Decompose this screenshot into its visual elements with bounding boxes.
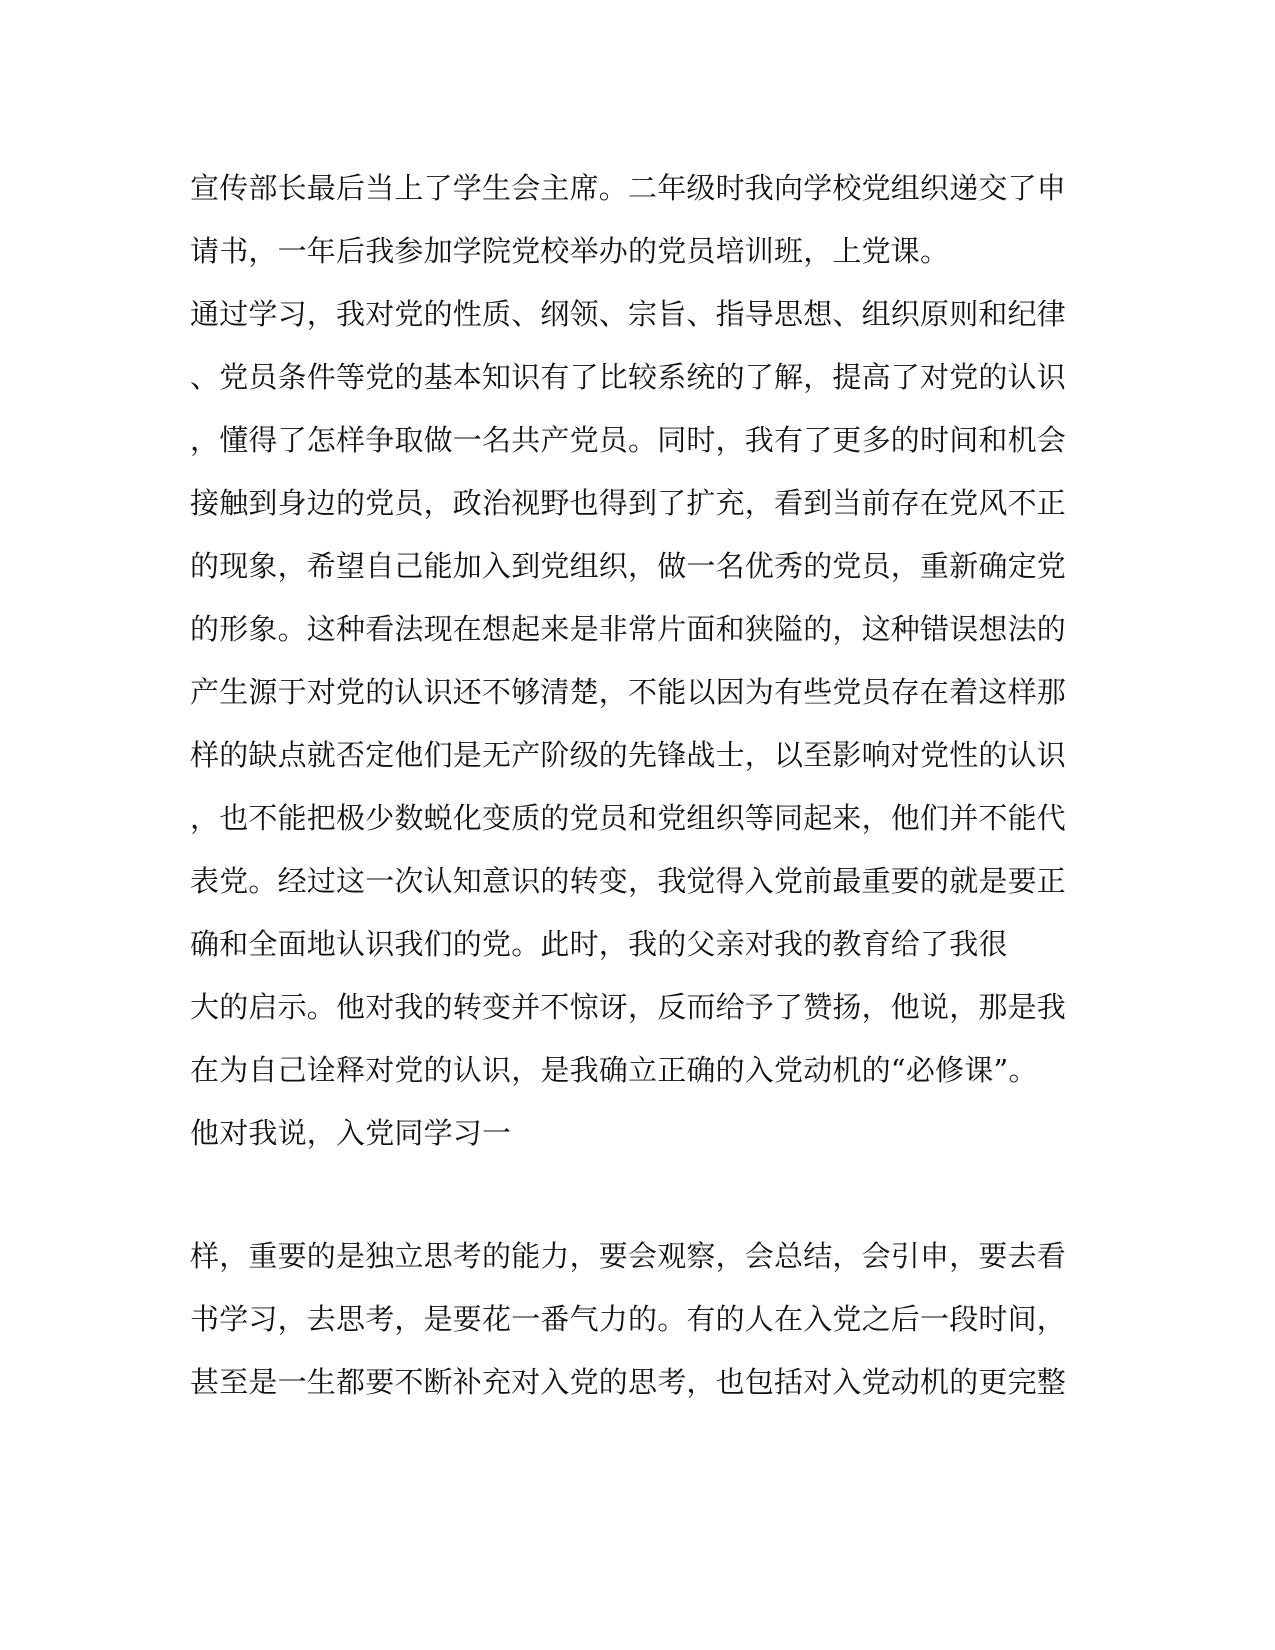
text-line: ，懂得了怎样争取做一名共产党员。同时，我有了更多的时间和机会 [190, 423, 1067, 457]
text-line: 样的缺点就否定他们是无产阶级的先锋战士，以至影响对党性的认识 [190, 738, 1067, 772]
text-line: 大的启示。他对我的转变并不惊讶，反而给予了赞扬，他说，那是我 [190, 990, 1067, 1024]
text-line: 表党。经过这一次认知意识的转变，我觉得入党前最重要的就是要正 [190, 864, 1067, 898]
text-line: 接触到身边的党员，政治视野也得到了扩充，看到当前存在党风不正 [190, 486, 1067, 520]
text-line: 产生源于对党的认识还不够清楚，不能以因为有些党员存在着这样那 [190, 675, 1067, 709]
text-line: 的形象。这种看法现在想起来是非常片面和狭隘的，这种错误想法的 [190, 612, 1067, 646]
text-line: 宣传部长最后当上了学生会主席。二年级时我向学校党组织递交了申 [190, 171, 1067, 205]
text-line: 、党员条件等党的基本知识有了比较系统的了解，提高了对党的认识 [190, 360, 1067, 394]
text-line: 请书，一年后我参加学院党校举办的党员培训班，上党课。 [190, 234, 950, 268]
text-line: 在为自己诠释对党的认识，是我确立正确的入党动机的“必修课”。 [190, 1053, 1038, 1087]
text-line: ，也不能把极少数蜕化变质的党员和党组织等同起来，他们并不能代 [190, 801, 1067, 835]
text-line: 确和全面地认识我们的党。此时，我的父亲对我的教育给了我很 [190, 927, 1008, 961]
text-line: 通过学习，我对党的性质、纲领、宗旨、指导思想、组织原则和纪律 [190, 297, 1067, 331]
text-line: 他对我说，入党同学习一 [190, 1116, 512, 1150]
text-line: 样，重要的是独立思考的能力，要会观察，会总结，会引申，要去看 [190, 1239, 1067, 1273]
text-line: 的现象，希望自己能加入到党组织，做一名优秀的党员，重新确定党 [190, 549, 1067, 583]
text-line: 甚至是一生都要不断补充对入党的思考，也包括对入党动机的更完整 [190, 1365, 1067, 1399]
text-line: 书学习，去思考，是要花一番气力的。有的人在入党之后一段时间， [190, 1302, 1067, 1336]
